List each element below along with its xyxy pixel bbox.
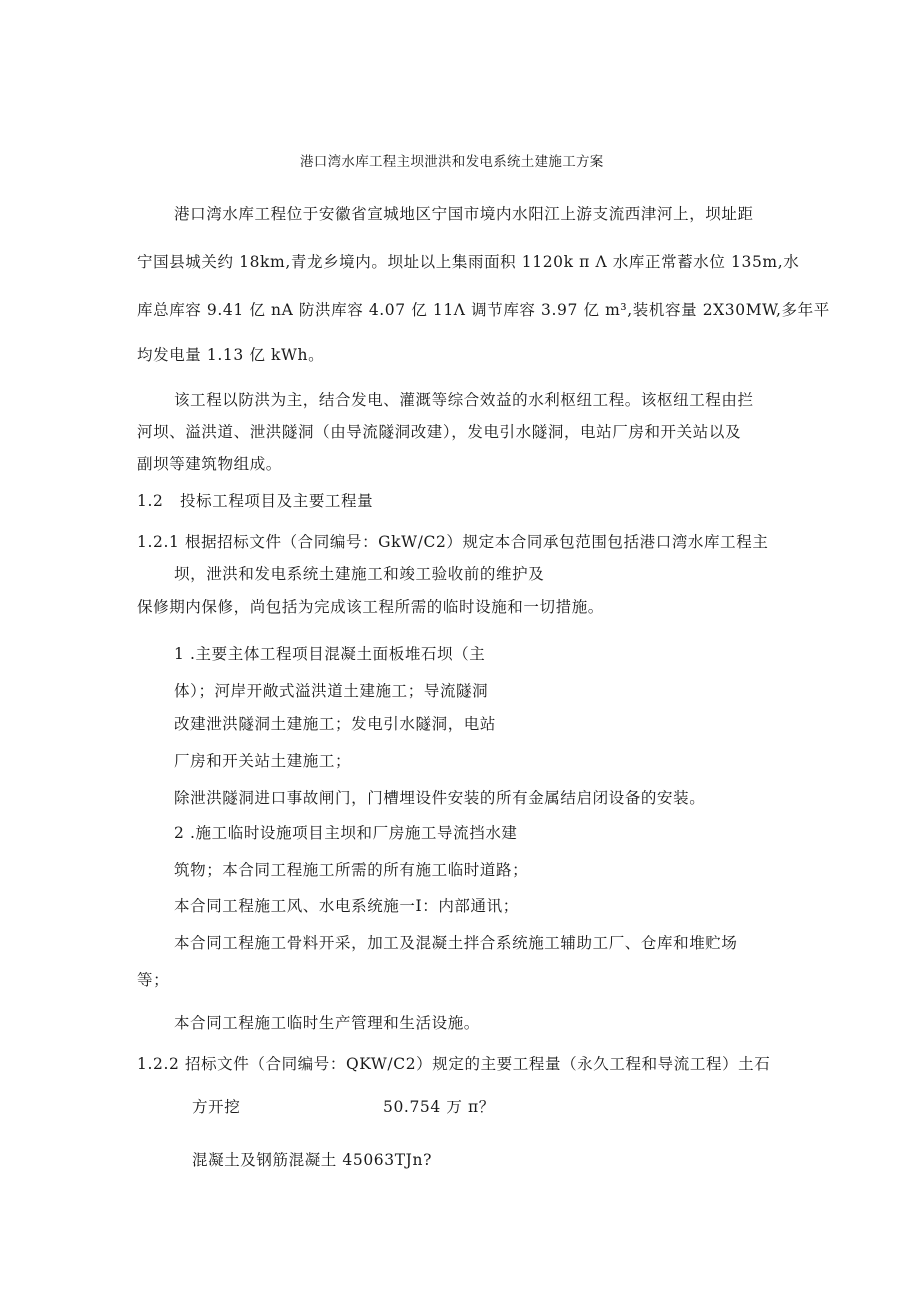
intro-line-3: 库总库容 9.41 亿 nA 防洪库容 4.07 亿 11Λ 调节库容 3.97 亿 m³,装机容量 2X30MW,多年平: [137, 301, 830, 319]
item1-line-2: 体）；河岸开敞式溢洪道土建施工；导流隧洞: [174, 682, 489, 700]
section-1-2-1-line-1: 1.2.1 根据招标文件（合同编号：GkW/C2）规定本合同承包范围包括港口湾水库工程主: [137, 533, 769, 551]
item2-line-1: 2 .施工临时设施项目主坝和厂房施工导流挡水建: [174, 824, 518, 842]
item1-line-1: 1 .主要主体工程项目混凝土面板堆石坝（主: [174, 645, 486, 663]
para2-line-3: 副坝等建筑物组成。: [137, 455, 282, 473]
para2-line-2: 河坝、溢洪道、泄洪隧洞（由导流隧洞改建），发电引水隧洞，电站厂房和开关站以及: [137, 423, 742, 441]
section-1-2-1-line-3: 保修期内保修，尚包括为完成该工程所需的临时设施和一切措施。: [137, 598, 604, 616]
document-title: 港口湾水库工程主坝泄洪和发电系统土建施工方案: [300, 154, 604, 170]
section-heading-1-2: 1.2 投标工程项目及主要工程量: [137, 492, 374, 510]
intro-line-4: 均发电量 1.13 亿 kWh。: [137, 346, 325, 364]
item2-line-2: 筑物；本合同工程施工所需的所有施工临时道路；: [174, 861, 529, 879]
item1-line-4: 厂房和开关站土建施工；: [174, 752, 352, 770]
para2-line-1: 该工程以防洪为主，结合发电、灌溉等综合效益的水利枢纽工程。该枢纽工程由拦: [174, 391, 754, 409]
item2-line-4: 本合同工程施工骨料开采，加工及混凝土拌合系统施工辅助工厂、仓库和堆贮场: [174, 934, 738, 952]
excavation-value: 50.754 万 π？: [383, 1098, 495, 1116]
item2-line-6: 本合同工程施工临时生产管理和生活设施。: [174, 1014, 480, 1032]
item1-line-5: 除泄洪隧洞进口事故闸门，门槽埋设件安装的所有金属结启闭设备的安装。: [174, 789, 706, 807]
section-1-2-2-line: 1.2.2 招标文件（合同编号：QKW/C2）规定的主要工程量（永久工程和导流工程）土石: [137, 1055, 771, 1073]
intro-line-2: 宁国县城关约 18km,青龙乡境内。坝址以上集雨面积 1120k π Λ 水库正常蓄水位 135m,水: [137, 253, 800, 271]
item2-line-5: 等；: [137, 971, 170, 989]
concrete-quantity: 混凝土及钢筋混凝土 45063TJn?: [192, 1151, 432, 1169]
item2-line-3: 本合同工程施工风、水电系统施一I：内部通讯；: [174, 897, 519, 915]
excavation-label: 方开挖: [192, 1098, 241, 1116]
section-1-2-1-line-2: 坝，泄洪和发电系统土建施工和竣工验收前的维护及: [174, 565, 545, 583]
intro-line-1: 港口湾水库工程位于安徽省宣城地区宁国市境内水阳江上游支流西津河上，坝址距: [174, 205, 754, 223]
item1-line-3: 改建泄洪隧洞土建施工；发电引水隧洞，电站: [174, 715, 497, 733]
